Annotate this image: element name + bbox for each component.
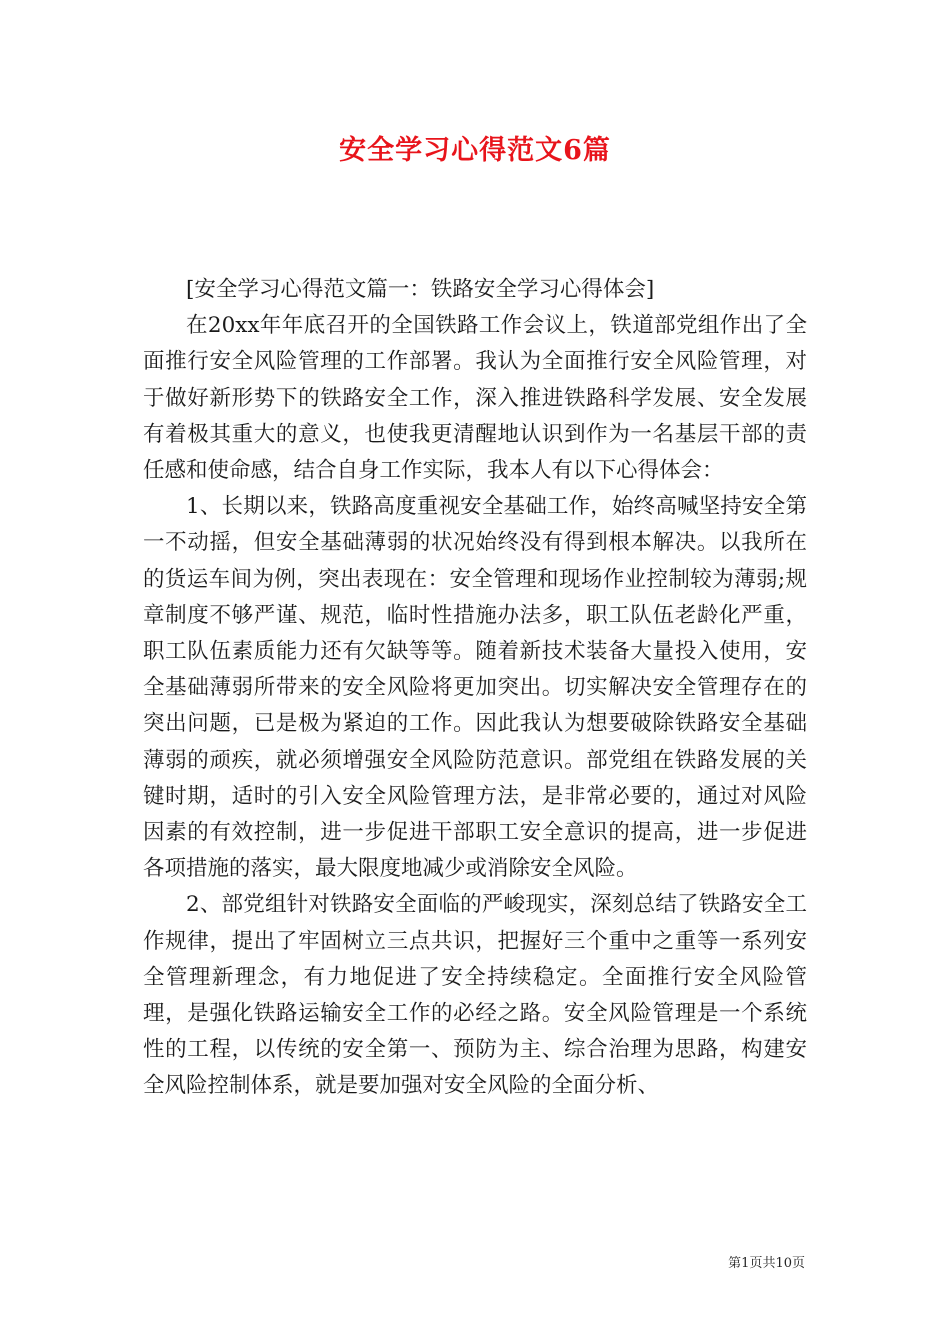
- document-title: 安全学习心得范文6篇: [339, 135, 611, 166]
- paragraph-point-2: 2、部党组针对铁路安全面临的严峻现实，深刻总结了铁路安全工作规律，提出了牢固树立三点共识，把握好三个重中之重等一系列安全管理新理念，有力地促进了安全持续稳定。全面推行安全风险管理，是强化铁路运输安全工作的必经之路。安全风险管理是一个系统性的工程，以传统的安全第一、预防为主、综合治理为思路，构建安全风险控制体系，就是要加强对安全风险的全面分析、: [143, 892, 807, 1099]
- section-heading: [安全学习心得范文篇一：铁路安全学习心得体会]: [186, 277, 655, 302]
- paragraph-intro: 在20xx年年底召开的全国铁路工作会议上，铁道部党组作出了全面推行安全风险管理的工作部署。我认为全面推行安全风险管理，对于做好新形势下的铁路安全工作，深入推进铁路科学发展、安全发展有着极其重大的意义，也使我更清醒地认识到作为一名基层干部的责任感和使命感，结合自身工作实际，我本人有以下心得体会：: [143, 313, 807, 484]
- document-body: [143, 272, 807, 1105]
- paragraph-point-1: 1、长期以来，铁路高度重视安全基础工作，始终高喊坚持安全第一不动摇，但安全基础薄弱的状况始终没有得到根本解决。以我所在的货运车间为例，突出表现在：安全管理和现场作业控制较为薄弱;规章制度不够严谨、规范，临时性措施办法多，职工队伍老龄化严重，职工队伍素质能力还有欠缺等等。随着新技术装备大量投入使用，安全基础薄弱所带来的安全风险将更加突出。切实解决安全管理存在的突出问题，已是极为紧迫的工作。因此我认为想要破除铁路安全基础薄弱的顽疾，就必须增强安全风险防范意识。部党组在铁路发展的关键时期，适时的引入安全风险管理方法，是非常必要的，通过对风险因素的有效控制，进一步促进干部职工安全意识的提高，进一步促进各项措施的落实，最大限度地减少或消除安全风险。: [143, 494, 807, 882]
- page-number: 第1页共10页: [728, 1256, 805, 1271]
